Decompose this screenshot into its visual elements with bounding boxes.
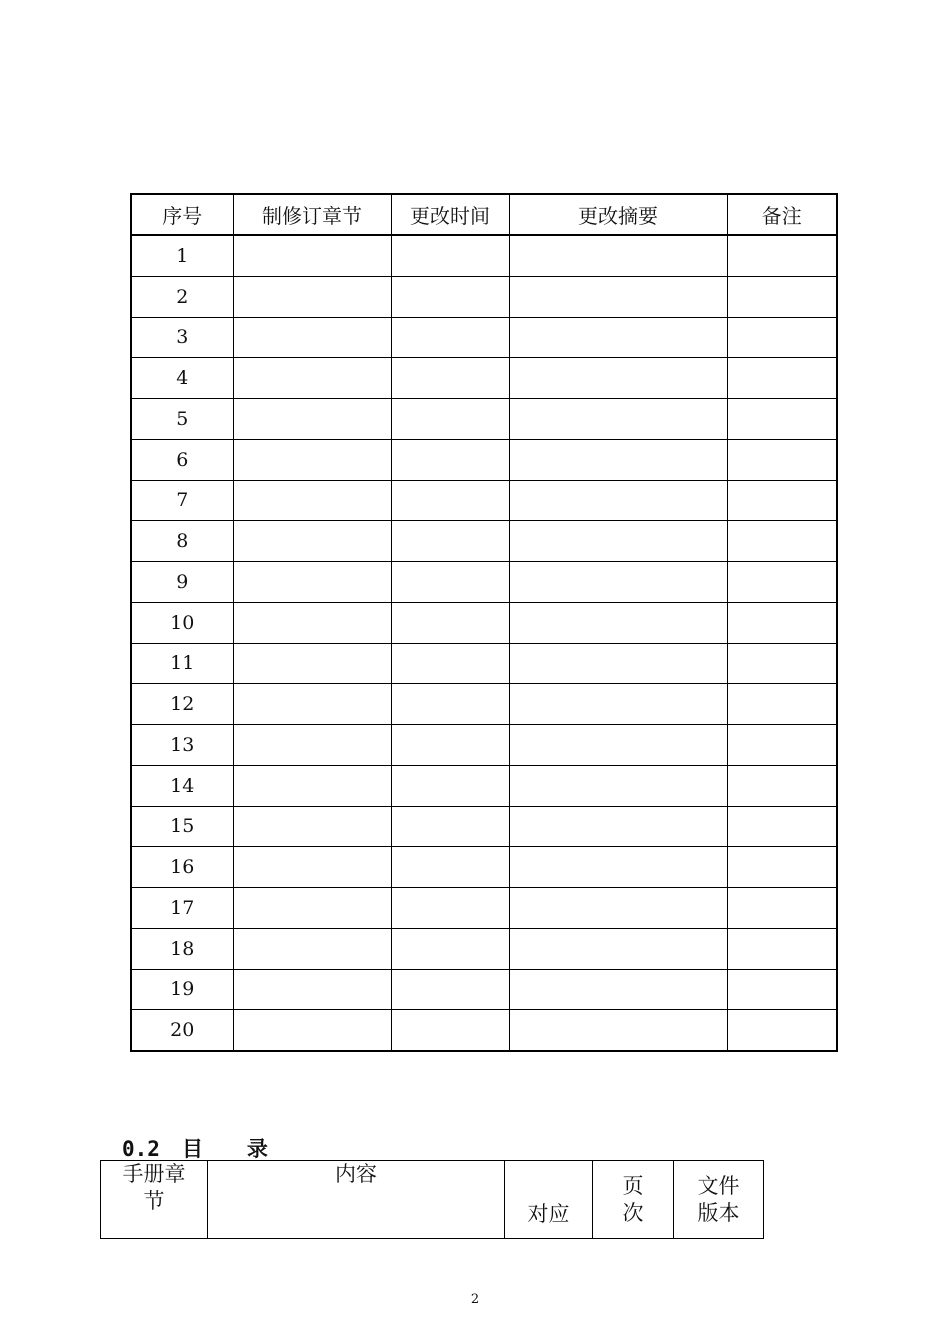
toc-header-version: 文件版本 bbox=[674, 1161, 764, 1239]
toc-header-content: 内容 bbox=[208, 1161, 505, 1239]
remarks-cell bbox=[727, 684, 837, 725]
serial-cell: 20 bbox=[131, 1010, 233, 1051]
serial-cell: 18 bbox=[131, 928, 233, 969]
table-row bbox=[131, 235, 837, 276]
chapter-cell bbox=[233, 521, 391, 562]
chapter-cell bbox=[233, 439, 391, 480]
table-row bbox=[131, 358, 837, 399]
summary-cell bbox=[509, 1010, 727, 1051]
date-cell bbox=[391, 521, 509, 562]
serial-cell: 1 bbox=[131, 235, 233, 276]
summary-cell bbox=[509, 806, 727, 847]
table-row bbox=[131, 317, 837, 358]
summary-cell bbox=[509, 969, 727, 1010]
toc-header-correspond: 对应 bbox=[505, 1161, 593, 1239]
summary-cell bbox=[509, 928, 727, 969]
summary-cell bbox=[509, 399, 727, 440]
remarks-cell bbox=[727, 439, 837, 480]
header-change-date: 更改时间 bbox=[391, 194, 509, 235]
toc-header-row bbox=[101, 1161, 764, 1239]
summary-cell bbox=[509, 847, 727, 888]
date-cell bbox=[391, 765, 509, 806]
date-cell bbox=[391, 399, 509, 440]
remarks-cell bbox=[727, 602, 837, 643]
table-row bbox=[131, 562, 837, 603]
toc-header-chapter: 手册章节 bbox=[101, 1161, 208, 1239]
summary-cell bbox=[509, 725, 727, 766]
chapter-cell bbox=[233, 969, 391, 1010]
date-cell bbox=[391, 725, 509, 766]
remarks-cell bbox=[727, 969, 837, 1010]
remarks-cell bbox=[727, 806, 837, 847]
remarks-cell bbox=[727, 480, 837, 521]
page-number: 2 bbox=[470, 1292, 480, 1307]
remarks-cell bbox=[727, 235, 837, 276]
serial-cell: 7 bbox=[131, 480, 233, 521]
remarks-cell bbox=[727, 725, 837, 766]
chapter-cell bbox=[233, 317, 391, 358]
serial-cell: 10 bbox=[131, 602, 233, 643]
summary-cell bbox=[509, 235, 727, 276]
table-row bbox=[131, 602, 837, 643]
date-cell bbox=[391, 276, 509, 317]
chapter-cell bbox=[233, 928, 391, 969]
table-row bbox=[131, 765, 837, 806]
summary-cell bbox=[509, 521, 727, 562]
summary-cell bbox=[509, 684, 727, 725]
header-change-summary: 更改摘要 bbox=[509, 194, 727, 235]
table-row bbox=[131, 643, 837, 684]
chapter-cell bbox=[233, 643, 391, 684]
remarks-cell bbox=[727, 521, 837, 562]
serial-cell: 2 bbox=[131, 276, 233, 317]
toc-section-heading bbox=[122, 1133, 312, 1163]
serial-cell: 3 bbox=[131, 317, 233, 358]
date-cell bbox=[391, 847, 509, 888]
toc-header-page: 页次 bbox=[593, 1161, 674, 1239]
remarks-cell bbox=[727, 765, 837, 806]
table-row bbox=[131, 888, 837, 929]
summary-cell bbox=[509, 439, 727, 480]
date-cell bbox=[391, 602, 509, 643]
summary-cell bbox=[509, 888, 727, 929]
serial-cell: 13 bbox=[131, 725, 233, 766]
chapter-cell bbox=[233, 602, 391, 643]
summary-cell bbox=[509, 480, 727, 521]
header-remarks: 备注 bbox=[727, 194, 837, 235]
summary-cell bbox=[509, 562, 727, 603]
table-row bbox=[131, 725, 837, 766]
section-title: 目录 bbox=[181, 1137, 312, 1161]
summary-cell bbox=[509, 602, 727, 643]
table-row bbox=[131, 276, 837, 317]
serial-cell: 17 bbox=[131, 888, 233, 929]
chapter-cell bbox=[233, 847, 391, 888]
table-row bbox=[131, 806, 837, 847]
serial-cell: 15 bbox=[131, 806, 233, 847]
revision-table-body bbox=[131, 235, 837, 1051]
date-cell bbox=[391, 928, 509, 969]
date-cell bbox=[391, 317, 509, 358]
table-row bbox=[131, 1010, 837, 1051]
serial-cell: 8 bbox=[131, 521, 233, 562]
date-cell bbox=[391, 684, 509, 725]
chapter-cell bbox=[233, 562, 391, 603]
table-row bbox=[131, 439, 837, 480]
serial-cell: 9 bbox=[131, 562, 233, 603]
date-cell bbox=[391, 358, 509, 399]
serial-cell: 11 bbox=[131, 643, 233, 684]
remarks-cell bbox=[727, 1010, 837, 1051]
table-row bbox=[131, 480, 837, 521]
revision-record-table bbox=[130, 193, 838, 1052]
remarks-cell bbox=[727, 317, 837, 358]
chapter-cell bbox=[233, 888, 391, 929]
table-row bbox=[131, 969, 837, 1010]
remarks-cell bbox=[727, 847, 837, 888]
serial-cell: 4 bbox=[131, 358, 233, 399]
summary-cell bbox=[509, 358, 727, 399]
remarks-cell bbox=[727, 643, 837, 684]
chapter-cell bbox=[233, 725, 391, 766]
table-of-contents bbox=[100, 1160, 764, 1239]
date-cell bbox=[391, 235, 509, 276]
table-row bbox=[131, 399, 837, 440]
chapter-cell bbox=[233, 235, 391, 276]
summary-cell bbox=[509, 765, 727, 806]
date-cell bbox=[391, 1010, 509, 1051]
remarks-cell bbox=[727, 888, 837, 929]
serial-cell: 6 bbox=[131, 439, 233, 480]
summary-cell bbox=[509, 276, 727, 317]
summary-cell bbox=[509, 643, 727, 684]
date-cell bbox=[391, 480, 509, 521]
header-revised-chapter: 制修订章节 bbox=[233, 194, 391, 235]
serial-cell: 14 bbox=[131, 765, 233, 806]
remarks-cell bbox=[727, 276, 837, 317]
date-cell bbox=[391, 562, 509, 603]
table-row bbox=[131, 928, 837, 969]
revision-table-header-row bbox=[131, 194, 837, 235]
serial-cell: 16 bbox=[131, 847, 233, 888]
table-row bbox=[131, 847, 837, 888]
table-row bbox=[131, 521, 837, 562]
remarks-cell bbox=[727, 399, 837, 440]
header-serial-number: 序号 bbox=[131, 194, 233, 235]
chapter-cell bbox=[233, 276, 391, 317]
remarks-cell bbox=[727, 928, 837, 969]
table-row bbox=[131, 684, 837, 725]
remarks-cell bbox=[727, 562, 837, 603]
date-cell bbox=[391, 806, 509, 847]
date-cell bbox=[391, 643, 509, 684]
serial-cell: 12 bbox=[131, 684, 233, 725]
date-cell bbox=[391, 439, 509, 480]
chapter-cell bbox=[233, 480, 391, 521]
chapter-cell bbox=[233, 765, 391, 806]
remarks-cell bbox=[727, 358, 837, 399]
summary-cell bbox=[509, 317, 727, 358]
section-number: 0.2 bbox=[122, 1137, 160, 1161]
chapter-cell bbox=[233, 1010, 391, 1051]
date-cell bbox=[391, 969, 509, 1010]
chapter-cell bbox=[233, 399, 391, 440]
chapter-cell bbox=[233, 806, 391, 847]
serial-cell: 5 bbox=[131, 399, 233, 440]
date-cell bbox=[391, 888, 509, 929]
chapter-cell bbox=[233, 684, 391, 725]
chapter-cell bbox=[233, 358, 391, 399]
serial-cell: 19 bbox=[131, 969, 233, 1010]
